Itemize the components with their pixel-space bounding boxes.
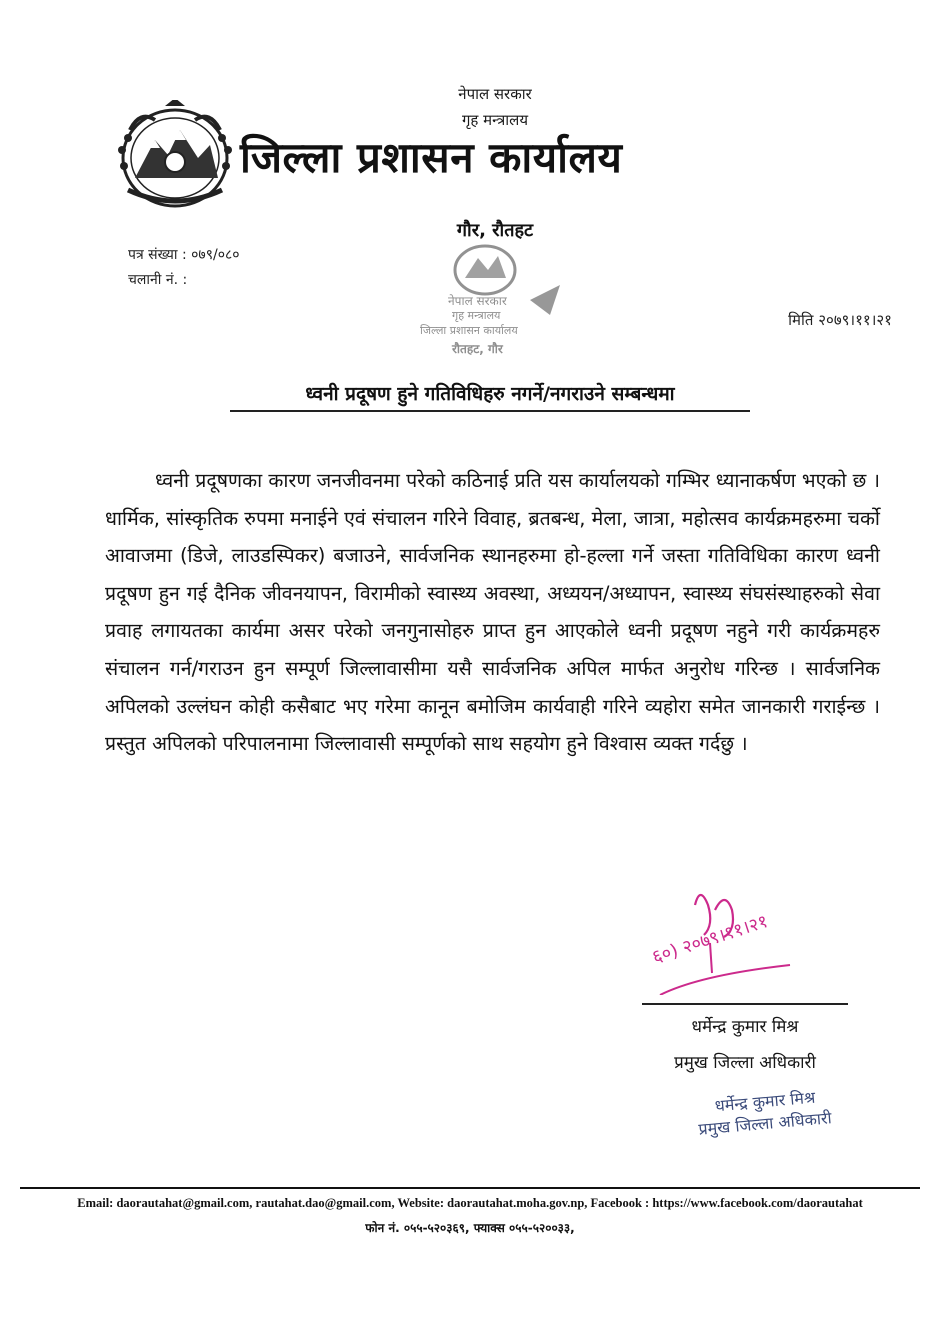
stamp-line-1: नेपाल सरकार: [448, 294, 507, 308]
ministry-name: गृह मन्त्रालय: [461, 111, 529, 129]
footer-divider: [20, 1187, 920, 1189]
handwritten-note: ६०) २०७९।११।२१: [649, 910, 771, 969]
signature-line: [642, 1003, 848, 1005]
government-name: नेपाल सरकार: [458, 85, 532, 103]
office-stamp: [410, 240, 580, 370]
letter-body: ध्वनी प्रदूषणका कारण जनजीवनमा परेको कठिनाई प्रति यस कार्यालयको गम्भिर ध्यानाकर्षण भएको छ । धार्मिक, सांस्कृतिक रुपमा मनाईने एवं संचालन गरिने विवाह, ब्रतबन्ध, मेला, जात्रा, महोत्सव कार्यक्रमहरुमा चर्को आवाजमा (डिजे, लाउडस्पिकर) बजाउने, सार्वजनिक स्थानहरुमा हो-हल्ला गर्ने जस्ता गतिविधिका कारण ध्वनी प्रदूषण हुन गई दैनिक जीवनयापन, विरामीको स्वास्थ्य अवस्था, अध्ययन/अध्यापन, स्वास्थ्य संघसंस्थाहरुको सेवा प्रवाह लगायतका कार्यमा असर परेको जनगुनासोहरु प्राप्त हुन आएकोले ध्वनी प्रदूषण नहुने गरी कार्यक्रमहरु संचालन गर्न/गराउन हुन सम्पूर्ण जिल्लावासीमा यसै सार्वजनिक अपिल मार्फत अनुरोध गरिन्छ । सार्वजनिक अपिलको उल्लंघन कोही कसैबाट भए गरेमा कानून बमोजिम कार्यवाही गरिने व्यहोरा समेत जानकारी गराईन्छ । प्रस्तुत अपिलको परिपालनामा जिल्लावासी सम्पूर्णको साथ सहयोग हुने विश्वास व्यक्त गर्दछु ।: [105, 469, 880, 756]
stamp-line-4: रौतहट, गौर: [452, 342, 503, 356]
letter-date: मिति २०७९।११।२१: [788, 311, 892, 329]
nepal-emblem-icon: [110, 100, 240, 215]
rubber-stamp-name: धर्मेन्द्र कुमार मिश्र: [714, 1087, 816, 1116]
stamp-line-2: गृह मन्त्रालय: [452, 309, 501, 322]
dispatch-number: चलानी नं. :: [128, 272, 188, 288]
signer-title: प्रमुख जिल्ला अधिकारी: [674, 1053, 816, 1073]
stamp-line-3: जिल्ला प्रशासन कार्यालय: [420, 324, 518, 337]
footer-phone: फोन नं. ०५५-५२०३६९, फ्याक्स ०५५-५२००३३,: [365, 1221, 575, 1235]
footer-contact: Email: daorautahat@gmail.com, rautahat.dao@gmail.com, Website: daorautahat.moha.gov.np, Facebook : https://www.facebook.com/daorautahat: [77, 1196, 863, 1210]
rubber-stamp-title: प्रमुख जिल्ला अधिकारी: [697, 1108, 833, 1139]
office-location: गौर, रौतहट: [456, 220, 534, 241]
office-title: जिल्ला प्रशासन कार्यालय: [240, 133, 623, 182]
letter-subject: ध्वनी प्रदूषण हुने गतिविधिहरु नगर्ने/नगराउने सम्बन्धमा: [230, 380, 750, 412]
handwritten-signature: [640, 885, 850, 995]
letter-number: पत्र संख्या : ०७९/०८०: [128, 247, 240, 263]
signer-name: धर्मेन्द्र कुमार मिश्र: [691, 1017, 799, 1037]
